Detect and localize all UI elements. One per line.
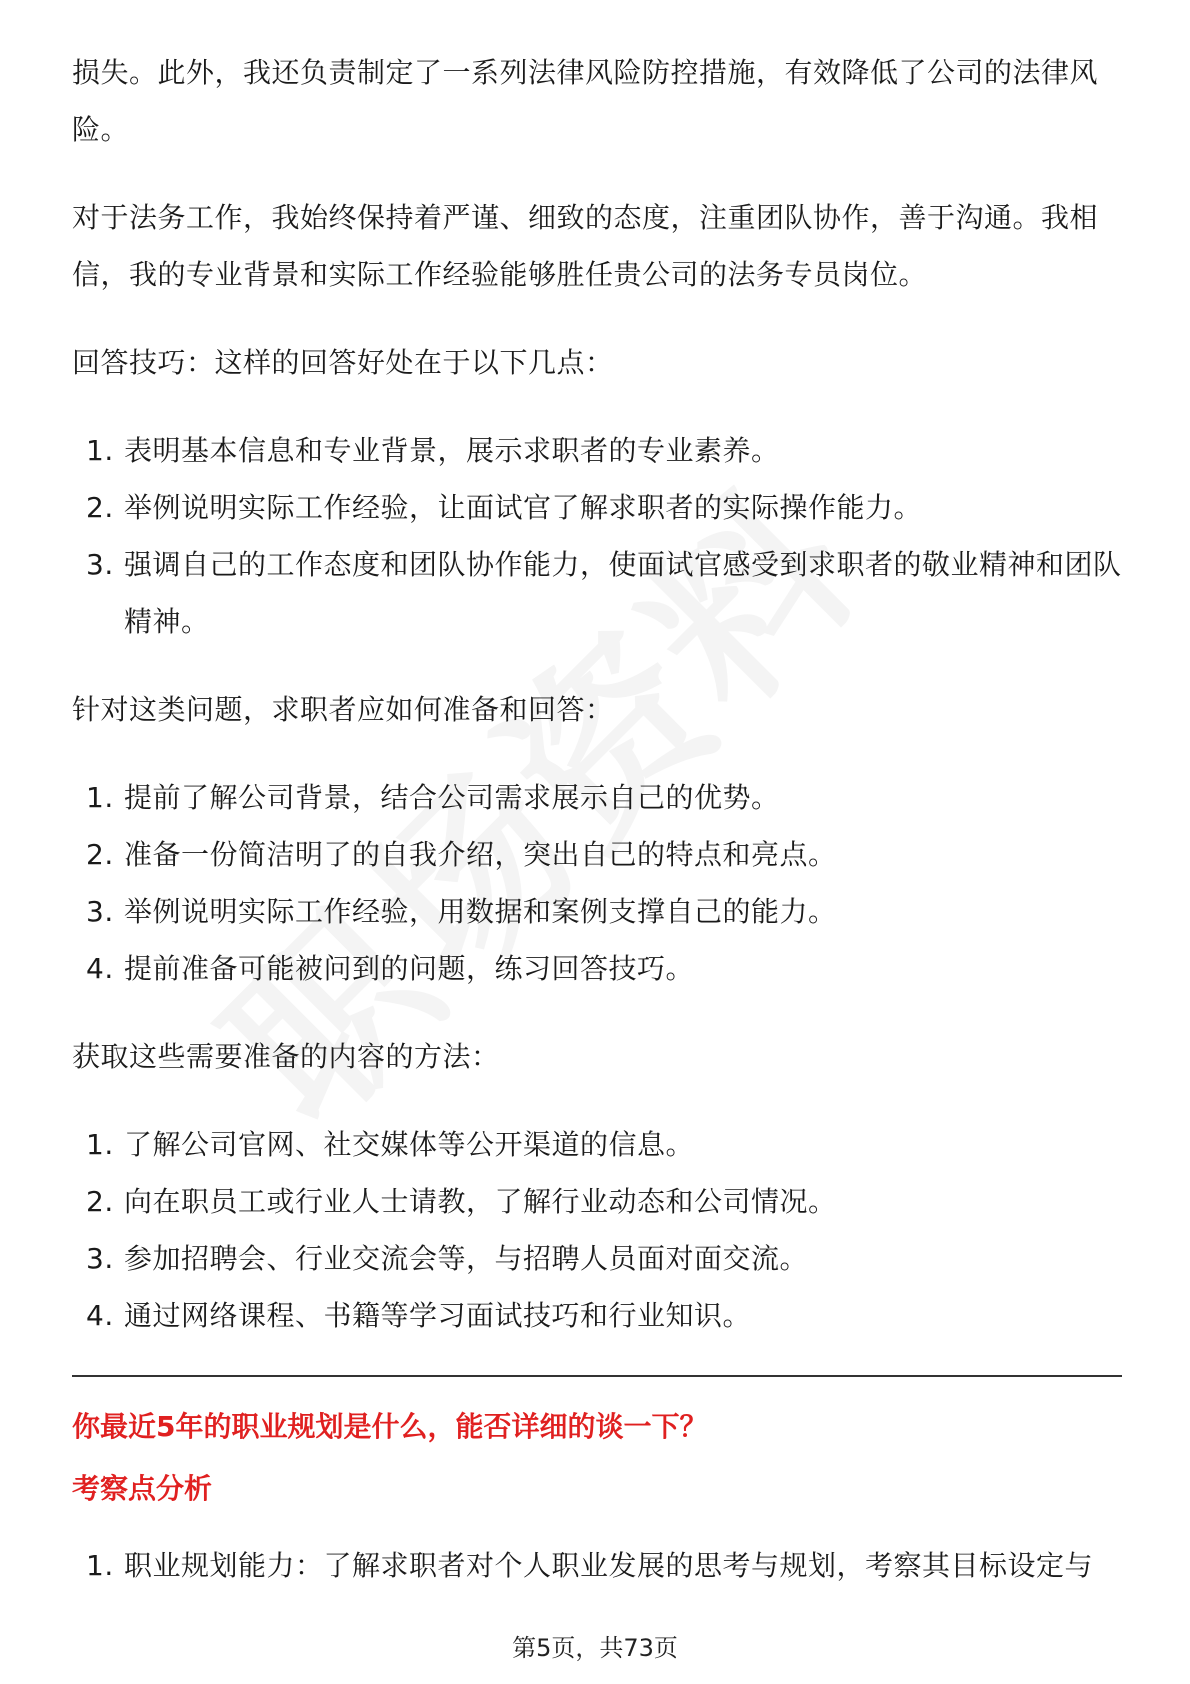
list-item: 2. 向在职员工或行业人士请教，了解行业动态和公司情况。 (86, 1185, 837, 1218)
prepare-list (72, 769, 1122, 997)
list-item: 4. 通过网络课程、书籍等学习面试技巧和行业知识。 (86, 1299, 752, 1332)
paragraph-attitude: 对于法务工作，我始终保持着严谨、细致的态度，注重团队协作，善于沟通。我相信，我的专业背景和实际工作经验能够胜任贵公司的法务专员岗位。 (72, 201, 1099, 291)
list-item: 1. 职业规划能力：了解求职者对个人职业发展的思考与规划，考察其目标设定与 (86, 1549, 1094, 1582)
document-body (72, 44, 1122, 1625)
paragraph-methods-intro: 获取这些需要准备的内容的方法： (72, 1040, 500, 1073)
tips-list (72, 422, 1122, 650)
list-item: 2. 举例说明实际工作经验，让面试官了解求职者的实际操作能力。 (86, 491, 923, 524)
list-item: 4. 提前准备可能被问到的问题，练习回答技巧。 (86, 952, 695, 985)
paragraph-tips-intro: 回答技巧：这样的回答好处在于以下几点： (72, 346, 614, 379)
paragraph-prepare-intro: 针对这类问题，求职者应如何准备和回答： (72, 693, 614, 726)
paragraph-loss: 损失。此外，我还负责制定了一系列法律风险防控措施，有效降低了公司的法律风险。 (72, 56, 1099, 146)
analysis-list (72, 1537, 1122, 1594)
page-number: 第5页，共73页 (512, 1634, 678, 1662)
list-item: 3. 强调自己的工作态度和团队协作能力，使面试官感受到求职者的敬业精神和团队精神。 (86, 548, 1122, 638)
list-item: 1. 了解公司官网、社交媒体等公开渠道的信息。 (86, 1128, 695, 1161)
list-item: 3. 参加招聘会、行业交流会等，与招聘人员面对面交流。 (86, 1242, 809, 1275)
methods-list (72, 1116, 1122, 1344)
question-title: 你最近5年的职业规划是什么，能否详细的谈一下？ (72, 1410, 708, 1443)
section-divider (72, 1375, 1122, 1377)
section-subtitle: 考察点分析 (72, 1472, 213, 1505)
list-item: 3. 举例说明实际工作经验，用数据和案例支撑自己的能力。 (86, 895, 837, 928)
list-item: 2. 准备一份简洁明了的自我介绍，突出自己的特点和亮点。 (86, 838, 837, 871)
list-item: 1. 表明基本信息和专业背景，展示求职者的专业素养。 (86, 434, 780, 467)
list-item: 1. 提前了解公司背景，结合公司需求展示自己的优势。 (86, 781, 780, 814)
